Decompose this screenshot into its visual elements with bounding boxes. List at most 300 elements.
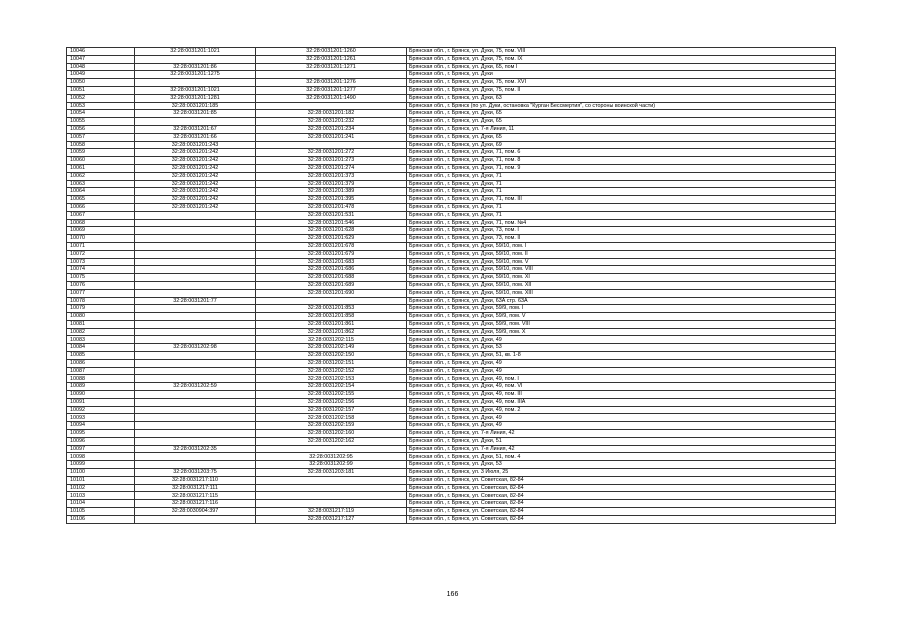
table-row [67, 500, 836, 508]
table-row [67, 219, 836, 227]
cadastral-number-cell: 32:28:0031201:389 [256, 188, 407, 196]
parent-cadastral-number-cell [135, 359, 256, 367]
address-cell: Брянская обл., г. Брянск, ул. Дуки, 75, пом. IX [407, 55, 836, 63]
row-number-cell: 10046 [67, 48, 135, 56]
table-row [67, 125, 836, 133]
table-row [67, 461, 836, 469]
parent-cadastral-number-cell: 32:28:0031201:67 [135, 125, 256, 133]
cadastral-number-cell: 32:28:0031202:154 [256, 383, 407, 391]
address-cell: Брянская обл., г. Брянск, ул. Дуки, 59/10, пом. II [407, 250, 836, 258]
parent-cadastral-number-cell [135, 515, 256, 523]
row-number-cell: 10084 [67, 344, 135, 352]
row-number-cell: 10097 [67, 445, 135, 453]
table-row [67, 484, 836, 492]
parent-cadastral-number-cell [135, 289, 256, 297]
parent-cadastral-number-cell: 32:28:0031201:1281 [135, 94, 256, 102]
table-row [67, 180, 836, 188]
address-cell: Брянская обл., г. Брянск, ул. Дуки [407, 71, 836, 79]
row-number-cell: 10092 [67, 406, 135, 414]
row-number-cell: 10099 [67, 461, 135, 469]
table-row [67, 398, 836, 406]
table-row [67, 102, 836, 110]
address-cell: Брянская обл., г. Брянск, ул. Дуки, 73, пом. II [407, 235, 836, 243]
address-cell: Брянская обл., г. Брянск, ул. Дуки, 65 [407, 133, 836, 141]
address-cell: Брянская обл., г. Брянск, ул. Дуки, 49, пом. VI [407, 383, 836, 391]
table-row [67, 359, 836, 367]
row-number-cell: 10103 [67, 492, 135, 500]
parent-cadastral-number-cell: 32:28:0031201:242 [135, 149, 256, 157]
address-cell: Брянская обл., г. Брянск, ул. Дуки, 49, пом. I [407, 375, 836, 383]
cadastral-number-cell: 32:28:0031201:689 [256, 281, 407, 289]
parent-cadastral-number-cell [135, 211, 256, 219]
row-number-cell: 10070 [67, 235, 135, 243]
address-cell: Брянская обл., г. Брянск, ул. Дуки, 49 [407, 359, 836, 367]
table-row [67, 133, 836, 141]
parent-cadastral-number-cell [135, 242, 256, 250]
address-cell: Брянская обл., г. Брянск, ул. Дуки, 53 [407, 461, 836, 469]
cadastral-number-cell: 32:28:0031202:155 [256, 391, 407, 399]
parent-cadastral-number-cell [135, 227, 256, 235]
table-row [67, 336, 836, 344]
cadastral-number-cell: 32:28:0031202:152 [256, 367, 407, 375]
parent-cadastral-number-cell: 32:28:0031201:242 [135, 164, 256, 172]
address-cell: Брянская обл., г. Брянск, ул. Дуки, 49, пом. III [407, 391, 836, 399]
row-number-cell: 10102 [67, 484, 135, 492]
parent-cadastral-number-cell: 32:28:0031201:242 [135, 188, 256, 196]
address-cell: Брянская обл., г. Брянск, ул. Дуки, 51, кв. 1-8 [407, 352, 836, 360]
parent-cadastral-number-cell: 32:28:0031201:243 [135, 141, 256, 149]
row-number-cell: 10101 [67, 476, 135, 484]
address-cell: Брянская обл., г. Брянск, ул. Дуки, 71, пом. 8 [407, 157, 836, 165]
row-number-cell: 10089 [67, 383, 135, 391]
parent-cadastral-number-cell: 32:28:0031201:1021 [135, 86, 256, 94]
address-cell: Брянская обл., г. Брянск, ул. Дуки, 71 [407, 180, 836, 188]
table-row [67, 71, 836, 79]
cadastral-number-cell: 32:28:0031203:181 [256, 469, 407, 477]
parent-cadastral-number-cell: 32:28:0031201:242 [135, 172, 256, 180]
parent-cadastral-number-cell [135, 79, 256, 87]
cadastral-number-cell: 32:28:0031201:861 [256, 320, 407, 328]
row-number-cell: 10091 [67, 398, 135, 406]
row-number-cell: 10093 [67, 414, 135, 422]
table-row [67, 406, 836, 414]
table-row [67, 141, 836, 149]
table-row [67, 94, 836, 102]
table-row [67, 430, 836, 438]
address-cell: Брянская обл., г. Брянск, ул. Дуки, 49, пом. 2 [407, 406, 836, 414]
address-cell: Брянская обл., г. Брянск, ул. Дуки, 63А стр. 63А [407, 297, 836, 305]
table-row [67, 188, 836, 196]
row-number-cell: 10078 [67, 297, 135, 305]
parent-cadastral-number-cell [135, 430, 256, 438]
cadastral-number-cell: 32:28:0031201:679 [256, 250, 407, 258]
table-row [67, 391, 836, 399]
address-cell: Брянская обл., г. Брянск, ул. 3 Июля, 25 [407, 469, 836, 477]
cadastral-number-cell [256, 102, 407, 110]
parent-cadastral-number-cell [135, 391, 256, 399]
parent-cadastral-number-cell: 32:28:0031201:77 [135, 297, 256, 305]
table-row [67, 86, 836, 94]
parent-cadastral-number-cell [135, 367, 256, 375]
cadastral-register-table [66, 47, 836, 524]
table-row [67, 344, 836, 352]
cadastral-number-cell: 32:28:0031201:395 [256, 196, 407, 204]
register-table-container [66, 47, 836, 524]
table-row [67, 172, 836, 180]
cadastral-number-cell: 32:28:0031217:119 [256, 508, 407, 516]
parent-cadastral-number-cell: 32:28:0031201:86 [135, 63, 256, 71]
cadastral-number-cell: 32:28:0031202:115 [256, 336, 407, 344]
cadastral-number-cell: 32:28:0031201:629 [256, 235, 407, 243]
cadastral-number-cell: 32:28:0031202:153 [256, 375, 407, 383]
cadastral-number-cell: 32:28:0031201:690 [256, 289, 407, 297]
address-cell: Брянская обл., г. Брянск, ул. Дуки, 75, пом. XVI [407, 79, 836, 87]
address-cell: Брянская обл., г. Брянск, ул. Дуки, 59/10, пом. VIII [407, 266, 836, 274]
cadastral-number-cell: 32:28:0031201:546 [256, 219, 407, 227]
row-number-cell: 10066 [67, 203, 135, 211]
table-row [67, 79, 836, 87]
cadastral-number-cell: 32:28:0031201:686 [256, 266, 407, 274]
address-cell: Брянская обл., г. Брянск, ул. Дуки, 49 [407, 414, 836, 422]
cadastral-number-cell: 32:28:0031202:159 [256, 422, 407, 430]
row-number-cell: 10076 [67, 281, 135, 289]
table-row [67, 453, 836, 461]
parent-cadastral-number-cell [135, 219, 256, 227]
parent-cadastral-number-cell [135, 461, 256, 469]
cadastral-number-cell [256, 484, 407, 492]
row-number-cell: 10105 [67, 508, 135, 516]
address-cell: Брянская обл., г. Брянск, ул. Дуки, 69 [407, 141, 836, 149]
parent-cadastral-number-cell [135, 406, 256, 414]
parent-cadastral-number-cell: 32:28:0031201:85 [135, 110, 256, 118]
row-number-cell: 10081 [67, 320, 135, 328]
parent-cadastral-number-cell [135, 250, 256, 258]
parent-cadastral-number-cell [135, 437, 256, 445]
cadastral-number-cell: 32:28:0031202:160 [256, 430, 407, 438]
address-cell: Брянская обл., г. Брянск, ул. Дуки, 59/10, пом. XI [407, 274, 836, 282]
row-number-cell: 10064 [67, 188, 135, 196]
address-cell: Брянская обл., г. Брянск, ул. Дуки, 63 [407, 94, 836, 102]
address-cell: Брянская обл., г. Брянск, ул. 7-я Линия, 42 [407, 430, 836, 438]
row-number-cell: 10050 [67, 79, 135, 87]
address-cell: Брянская обл., г. Брянск, ул. Дуки, 59/9, пом. V [407, 313, 836, 321]
row-number-cell: 10062 [67, 172, 135, 180]
cadastral-number-cell: 32:28:0031217:127 [256, 515, 407, 523]
row-number-cell: 10080 [67, 313, 135, 321]
address-cell: Брянская обл., г. Брянск, ул. Дуки, 71 [407, 203, 836, 211]
parent-cadastral-number-cell: 32:28:0031202:98 [135, 344, 256, 352]
address-cell: Брянская обл., г. Брянск, ул. 7-я Линия, 11 [407, 125, 836, 133]
row-number-cell: 10052 [67, 94, 135, 102]
address-cell: Брянская обл., г. Брянск, ул. Советская, 82-84 [407, 492, 836, 500]
table-row [67, 313, 836, 321]
parent-cadastral-number-cell [135, 320, 256, 328]
row-number-cell: 10086 [67, 359, 135, 367]
address-cell: Брянская обл., г. Брянск, ул. Советская, 82-84 [407, 500, 836, 508]
row-number-cell: 10067 [67, 211, 135, 219]
cadastral-number-cell: 32:28:0031201:1271 [256, 63, 407, 71]
cadastral-number-cell: 32:28:0031201:272 [256, 149, 407, 157]
cadastral-number-cell [256, 297, 407, 305]
cadastral-number-cell: 32:28:0031201:478 [256, 203, 407, 211]
cadastral-number-cell: 32:28:0031201:241 [256, 133, 407, 141]
address-cell: Брянская обл., г. Брянск, ул. Дуки, 75, пом. II [407, 86, 836, 94]
cadastral-number-cell: 32:28:0031202:162 [256, 437, 407, 445]
table-row [67, 196, 836, 204]
table-row [67, 437, 836, 445]
parent-cadastral-number-cell [135, 313, 256, 321]
row-number-cell: 10048 [67, 63, 135, 71]
table-row [67, 110, 836, 118]
row-number-cell: 10077 [67, 289, 135, 297]
cadastral-number-cell: 32:28:0031201:182 [256, 110, 407, 118]
address-cell: Брянская обл., г. Брянск, ул. Дуки, 65 [407, 118, 836, 126]
cadastral-number-cell: 32:28:0031201:1277 [256, 86, 407, 94]
row-number-cell: 10074 [67, 266, 135, 274]
row-number-cell: 10053 [67, 102, 135, 110]
cadastral-number-cell: 32:28:0031201:273 [256, 157, 407, 165]
address-cell: Брянская обл., г. Брянск, ул. Дуки, 71, пом. №4 [407, 219, 836, 227]
table-row [67, 515, 836, 523]
parent-cadastral-number-cell [135, 453, 256, 461]
address-cell: Брянская обл., г. Брянск, ул. Дуки, 49, пом. IIIА [407, 398, 836, 406]
cadastral-number-cell: 32:28:0031201:1276 [256, 79, 407, 87]
parent-cadastral-number-cell [135, 328, 256, 336]
address-cell: Брянская обл., г. Брянск, ул. Дуки, 71, пом. 9 [407, 164, 836, 172]
parent-cadastral-number-cell: 32:28:0031202:35 [135, 445, 256, 453]
table-row [67, 266, 836, 274]
table-row [67, 211, 836, 219]
table-row [67, 227, 836, 235]
row-number-cell: 10083 [67, 336, 135, 344]
parent-cadastral-number-cell: 32:28:0031202:59 [135, 383, 256, 391]
cadastral-number-cell: 32:28:0031201:234 [256, 125, 407, 133]
row-number-cell: 10061 [67, 164, 135, 172]
address-cell: Брянская обл., г. Брянск, ул. Дуки, 59/10, пом. XII [407, 281, 836, 289]
table-row [67, 289, 836, 297]
address-cell: Брянская обл., г. Брянск, ул. Советская, 82-84 [407, 515, 836, 523]
cadastral-number-cell [256, 476, 407, 484]
row-number-cell: 10065 [67, 196, 135, 204]
table-row [67, 258, 836, 266]
parent-cadastral-number-cell: 32:28:0031201:1275 [135, 71, 256, 79]
cadastral-number-cell [256, 492, 407, 500]
parent-cadastral-number-cell [135, 274, 256, 282]
table-row [67, 235, 836, 243]
parent-cadastral-number-cell [135, 305, 256, 313]
table-row [67, 164, 836, 172]
address-cell: Брянская обл., г. Брянск, ул. Дуки, 49 [407, 422, 836, 430]
row-number-cell: 10058 [67, 141, 135, 149]
address-cell: Брянская обл., г. Брянск, ул. Дуки, 49 [407, 336, 836, 344]
table-row [67, 508, 836, 516]
table-row [67, 383, 836, 391]
address-cell: Брянская обл., г. Брянск, ул. Дуки, 73, пом. I [407, 227, 836, 235]
table-row [67, 274, 836, 282]
cadastral-number-cell: 32:28:0031201:678 [256, 242, 407, 250]
parent-cadastral-number-cell: 32:28:0031201:1021 [135, 48, 256, 56]
address-cell: Брянская обл., г. Брянск, ул. Дуки, 59/9, пом. X [407, 328, 836, 336]
parent-cadastral-number-cell: 32:28:0031203:75 [135, 469, 256, 477]
table-row [67, 305, 836, 313]
table-row [67, 157, 836, 165]
table-row [67, 63, 836, 71]
table-row [67, 469, 836, 477]
row-number-cell: 10071 [67, 242, 135, 250]
cadastral-number-cell: 32:28:0031202:151 [256, 359, 407, 367]
cadastral-number-cell [256, 71, 407, 79]
row-number-cell: 10096 [67, 437, 135, 445]
row-number-cell: 10055 [67, 118, 135, 126]
parent-cadastral-number-cell: 32:28:0030904:397 [135, 508, 256, 516]
row-number-cell: 10069 [67, 227, 135, 235]
address-cell: Брянская обл., г. Брянск, ул. Дуки, 51 [407, 437, 836, 445]
row-number-cell: 10088 [67, 375, 135, 383]
cadastral-number-cell: 32:28:0031201:862 [256, 328, 407, 336]
row-number-cell: 10100 [67, 469, 135, 477]
cadastral-number-cell: 32:28:0031201:1261 [256, 55, 407, 63]
cadastral-number-cell: 32:28:0031202:158 [256, 414, 407, 422]
table-row [67, 476, 836, 484]
cadastral-number-cell: 32:28:0031201:858 [256, 313, 407, 321]
address-cell: Брянская обл., г. Брянск, ул. Дуки, 51, пом. 4 [407, 453, 836, 461]
row-number-cell: 10051 [67, 86, 135, 94]
parent-cadastral-number-cell [135, 266, 256, 274]
cadastral-number-cell: 32:28:0031201:688 [256, 274, 407, 282]
table-row [67, 445, 836, 453]
parent-cadastral-number-cell [135, 422, 256, 430]
table-row [67, 414, 836, 422]
table-row [67, 203, 836, 211]
cadastral-number-cell: 32:28:0031201:274 [256, 164, 407, 172]
address-cell: Брянская обл., г. Брянск, ул. Дуки, 59/10, пом. V [407, 258, 836, 266]
cadastral-number-cell: 32:28:0031202:99 [256, 461, 407, 469]
row-number-cell: 10090 [67, 391, 135, 399]
parent-cadastral-number-cell: 32:28:0031201:242 [135, 180, 256, 188]
row-number-cell: 10085 [67, 352, 135, 360]
cadastral-number-cell: 32:28:0031202:95 [256, 453, 407, 461]
cadastral-number-cell: 32:28:0031201:1260 [256, 48, 407, 56]
cadastral-number-cell: 32:28:0031202:156 [256, 398, 407, 406]
parent-cadastral-number-cell [135, 375, 256, 383]
register-table-body [67, 48, 836, 524]
table-row [67, 149, 836, 157]
cadastral-number-cell: 32:28:0031202:150 [256, 352, 407, 360]
row-number-cell: 10054 [67, 110, 135, 118]
parent-cadastral-number-cell: 32:28:0031217:110 [135, 476, 256, 484]
address-cell: Брянская обл., г. Брянск, ул. Советская, 82-84 [407, 484, 836, 492]
row-number-cell: 10104 [67, 500, 135, 508]
address-cell: Брянская обл., г. Брянск, ул. Дуки, 71 [407, 211, 836, 219]
row-number-cell: 10063 [67, 180, 135, 188]
table-row [67, 297, 836, 305]
cadastral-number-cell [256, 445, 407, 453]
address-cell: Брянская обл., г. Брянск, ул. Дуки, 65, пом I [407, 63, 836, 71]
parent-cadastral-number-cell: 32:28:0031201:185 [135, 102, 256, 110]
table-row [67, 352, 836, 360]
table-row [67, 367, 836, 375]
parent-cadastral-number-cell [135, 336, 256, 344]
row-number-cell: 10079 [67, 305, 135, 313]
parent-cadastral-number-cell: 32:28:0031217:111 [135, 484, 256, 492]
cadastral-number-cell: 32:28:0031201:683 [256, 258, 407, 266]
table-row [67, 118, 836, 126]
cadastral-number-cell [256, 141, 407, 149]
row-number-cell: 10087 [67, 367, 135, 375]
address-cell: Брянская обл., г. Брянск, ул. Дуки, 59/9, пом. VIII [407, 320, 836, 328]
table-row [67, 492, 836, 500]
table-row [67, 375, 836, 383]
parent-cadastral-number-cell [135, 235, 256, 243]
cadastral-number-cell: 32:28:0031201:531 [256, 211, 407, 219]
address-cell: Брянская обл., г. Брянск, ул. Дуки, 71 [407, 188, 836, 196]
row-number-cell: 10095 [67, 430, 135, 438]
table-row [67, 320, 836, 328]
cadastral-number-cell: 32:28:0031201:853 [256, 305, 407, 313]
table-row [67, 55, 836, 63]
parent-cadastral-number-cell [135, 398, 256, 406]
cadastral-number-cell: 32:28:0031201:628 [256, 227, 407, 235]
row-number-cell: 10072 [67, 250, 135, 258]
cadastral-number-cell [256, 500, 407, 508]
table-row [67, 48, 836, 56]
address-cell: Брянская обл., г. Брянск, ул. Дуки, 49 [407, 367, 836, 375]
row-number-cell: 10057 [67, 133, 135, 141]
parent-cadastral-number-cell [135, 414, 256, 422]
page-number: 166 [446, 591, 459, 598]
row-number-cell: 10073 [67, 258, 135, 266]
address-cell: Брянская обл., г. Брянск, ул. Дуки, 71, пом. 6 [407, 149, 836, 157]
address-cell: Брянская обл., г. Брянск, ул. Дуки, 59/10, пом. XIII [407, 289, 836, 297]
row-number-cell: 10059 [67, 149, 135, 157]
parent-cadastral-number-cell [135, 281, 256, 289]
address-cell: Брянская обл., г. Брянск, ул. Советская, 82-84 [407, 508, 836, 516]
parent-cadastral-number-cell [135, 352, 256, 360]
parent-cadastral-number-cell: 32:28:0031201:242 [135, 196, 256, 204]
row-number-cell: 10106 [67, 515, 135, 523]
row-number-cell: 10075 [67, 274, 135, 282]
cadastral-number-cell: 32:28:0031201:1490 [256, 94, 407, 102]
address-cell: Брянская обл., г. Брянск, ул. Дуки, 71, пом. III [407, 196, 836, 204]
parent-cadastral-number-cell: 32:28:0031201:242 [135, 203, 256, 211]
parent-cadastral-number-cell: 32:28:0031201:242 [135, 157, 256, 165]
address-cell: Брянская обл., г. Брянск, ул. Дуки, 59/9, пом. I [407, 305, 836, 313]
cadastral-number-cell: 32:28:0031202:149 [256, 344, 407, 352]
address-cell: Брянская обл., г. Брянск, ул. Дуки, 65 [407, 110, 836, 118]
address-cell: Брянская обл., г. Брянск, ул. 7-я Линия, 42 [407, 445, 836, 453]
cadastral-number-cell: 32:28:0031201:373 [256, 172, 407, 180]
parent-cadastral-number-cell [135, 118, 256, 126]
address-cell: Брянская обл., г. Брянск (по ул. Дуки, остановка "Курган Бессмертия", со стороны воинской части) [407, 102, 836, 110]
table-row [67, 250, 836, 258]
address-cell: Брянская обл., г. Брянск, ул. Дуки, 75, пом. VIII [407, 48, 836, 56]
row-number-cell: 10094 [67, 422, 135, 430]
table-row [67, 422, 836, 430]
address-cell: Брянская обл., г. Брянск, ул. Дуки, 53 [407, 344, 836, 352]
row-number-cell: 10049 [67, 71, 135, 79]
table-row [67, 328, 836, 336]
row-number-cell: 10056 [67, 125, 135, 133]
address-cell: Брянская обл., г. Брянск, ул. Дуки, 59/10, пом. I [407, 242, 836, 250]
address-cell: Брянская обл., г. Брянск, ул. Дуки, 71 [407, 172, 836, 180]
row-number-cell: 10098 [67, 453, 135, 461]
parent-cadastral-number-cell: 32:28:0031217:115 [135, 492, 256, 500]
parent-cadastral-number-cell: 32:28:0031217:116 [135, 500, 256, 508]
row-number-cell: 10082 [67, 328, 135, 336]
parent-cadastral-number-cell: 32:28:0031201:66 [135, 133, 256, 141]
row-number-cell: 10068 [67, 219, 135, 227]
table-row [67, 281, 836, 289]
